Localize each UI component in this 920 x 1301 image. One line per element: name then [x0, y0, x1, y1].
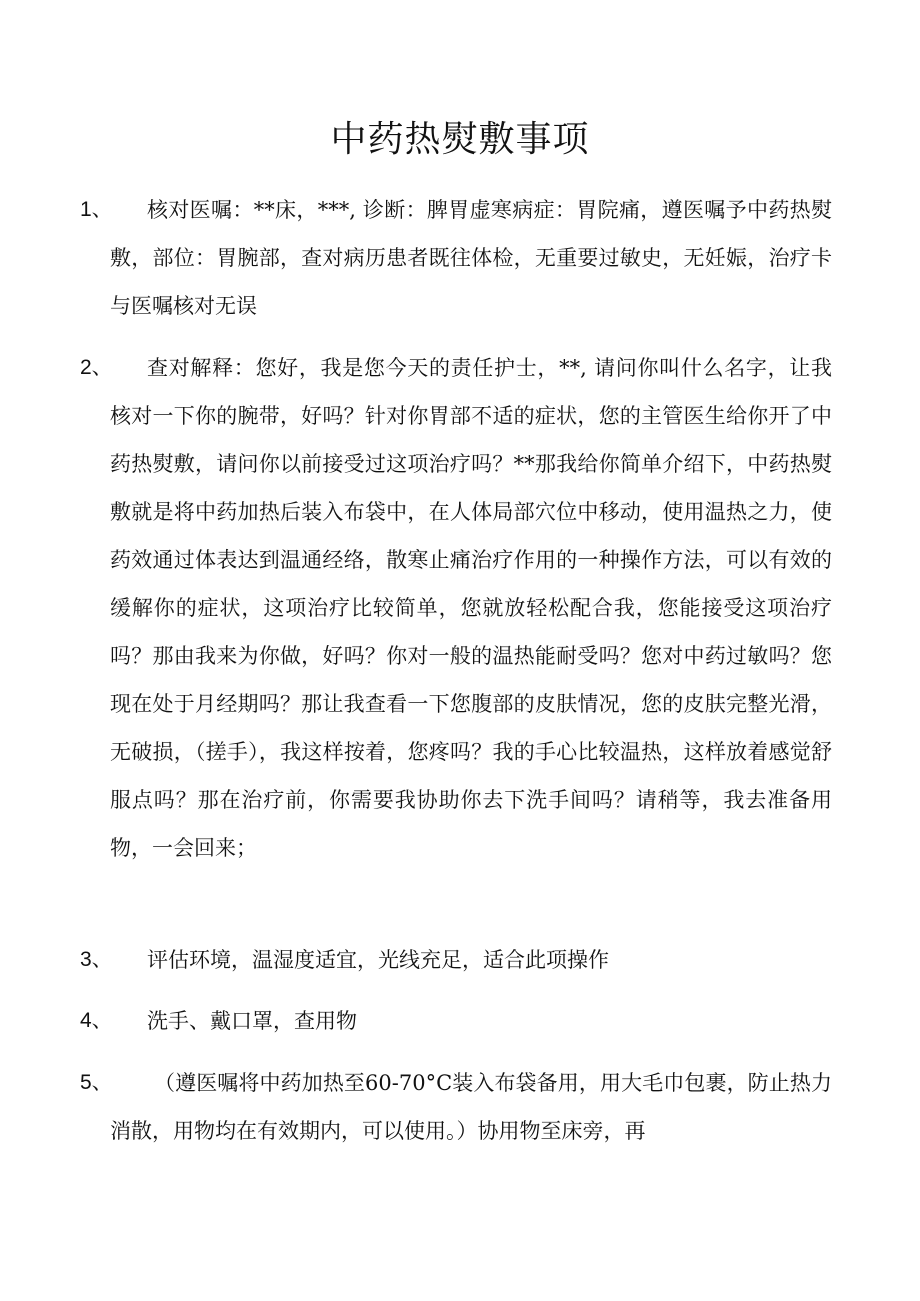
item-number: 3、	[80, 948, 113, 971]
item-number: 1、	[80, 198, 113, 221]
document-title: 中药热熨敷事项	[330, 119, 590, 160]
item-text: 核对医嘱：**床，***, 诊断：脾胃虚寒病症：胃院痛，遵医嘱予中药热熨敷，部位：胃腕部，查对病历患者既往体检，无重要过敏史，无妊娠，治疗卡与医嘱核对无误	[110, 198, 832, 318]
item-number: 5、	[80, 1071, 113, 1094]
item-text: 洗手、戴口罩，查用物	[147, 1009, 357, 1033]
item-number: 2、	[80, 356, 113, 379]
item-number: 4、	[80, 1009, 113, 1032]
item-text: 评估环境，温湿度适宜，光线充足，适合此项操作	[147, 948, 609, 972]
item-text: 查对解释：您好，我是您今天的责任护士，**, 请问你叫什么名字，让我核对一下你的腕带，好吗？针对你胃部不适的症状，您的主管医生给你开了中药热熨敷，请问你以前接受过这项治疗吗？**那我给你简单介绍下，中药热熨敷就是将中药加热后装入布袋中，在人体局部穴位中移动，使用温热之力，使药效通过体表达到温通经络，散寒止痛治疗作用的一种操作方法，可以有效的缓解你的症状，这项治疗比较简单，您就放轻松配合我，您能接受这项治疗吗？那由我来为你做，好吗？你对一般的温热能耐受吗？您对中药过敏吗？您现在处于月经期吗？那让我查看一下您腹部的皮肤情况，您的皮肤完整光滑，无破损，（搓手），我这样按着，您疼吗？我的手心比较温热，这样放着感觉舒服点吗？那在治疗前，你需要我协助你去下洗手间吗？请稍等，我去准备用物，一会回来；	[110, 356, 832, 860]
item-text: （遵医嘱将中药加热至60-70°C装入布袋备用，用大毛巾包裹，防止热力消散，用物均在有效期内，可以使用。）协用物至床旁，再	[110, 1071, 832, 1143]
